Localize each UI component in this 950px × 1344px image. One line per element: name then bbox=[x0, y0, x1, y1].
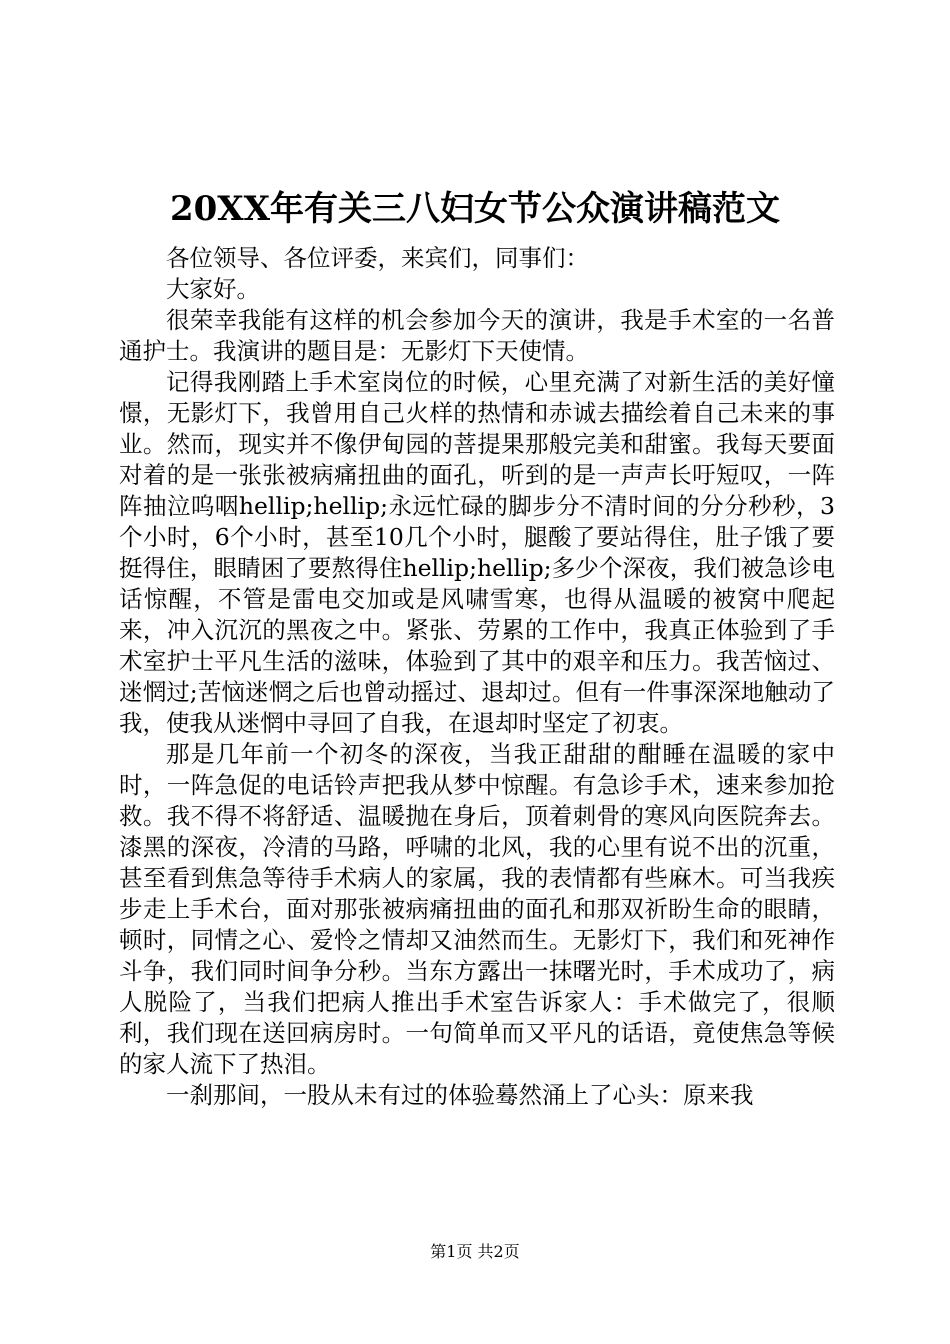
document-title: 20XX年有关三八妇女节公众演讲稿范文 bbox=[169, 189, 781, 229]
page-footer: 第1页 共2页 bbox=[430, 1242, 520, 1261]
reflection-paragraph: 一刹那间，一股从未有过的体验蓦然涌上了心头：原来我 bbox=[166, 1081, 754, 1109]
salutation-paragraph: 各位领导、各位评委，来宾们，同事们： bbox=[166, 244, 589, 272]
greeting-paragraph: 大家好。 bbox=[166, 275, 260, 303]
memory-paragraph: 记得我刚踏上手术室岗位的时候，心里充满了对新生活的美好憧憬，无影灯下，我曾用自己火样的热情和赤诚去描绘着自己未来的事业。然而，现实并不像伊甸园的菩提果那般完美和甜蜜。我每天要面对着的是一张张被病痛扭曲的面孔，听到的是一声声长吁短叹，一阵阵抽泣呜咽hellip;hellip;永远忙碌的脚步分不清时间的分分秒秒，3个小时，6个小时，甚至10几个小时，腿酸了要站得住，肚子饿了要挺得住，眼睛困了要熬得住hellip;hellip;多少个深夜，我们被急诊电话惊醒，不管是雷电交加或是风啸雪寒，也得从温暖的被窝中爬起来，冲入沉沉的黑夜之中。紧张、劳累的工作中，我真正体验到了手术室护士平凡生活的滋味，体验到了其中的艰辛和压力。我苦恼过、迷惘过;苦恼迷惘之后也曾动摇过、退却过。但有一件事深深地触动了我，使我从迷惘中寻回了自我，在退却时坚定了初衷。 bbox=[119, 368, 835, 737]
intro-paragraph: 很荣幸我能有这样的机会参加今天的演讲，我是手术室的一名普通护士。我演讲的题目是：无影灯下天使情。 bbox=[119, 306, 835, 365]
story-paragraph: 那是几年前一个初冬的深夜，当我正甜甜的酣睡在温暖的家中时，一阵急促的电话铃声把我从梦中惊醒。有急诊手术，速来参加抢救。我不得不将舒适、温暖抛在身后，顶着刺骨的寒风向医院奔去。漆黑的深夜，冷清的马路，呼啸的北风，我的心里有说不出的沉重，甚至看到焦急等待手术病人的家属，我的表情都有些麻木。可当我疾步走上手术台，面对那张被病痛扭曲的面孔和那双祈盼生命的眼睛，顿时，同情之心、爱怜之情却又油然而生。无影灯下，我们和死神作斗争，我们同时间争分秒。当东方露出一抹曙光时，手术成功了，病人脱险了，当我们把病人推出手术室告诉家人：手术做完了，很顺利，我们现在送回病房时。一句简单而又平凡的话语，竟使焦急等候的家人流下了热泪。 bbox=[119, 740, 835, 1078]
document-body bbox=[119, 243, 835, 1111]
